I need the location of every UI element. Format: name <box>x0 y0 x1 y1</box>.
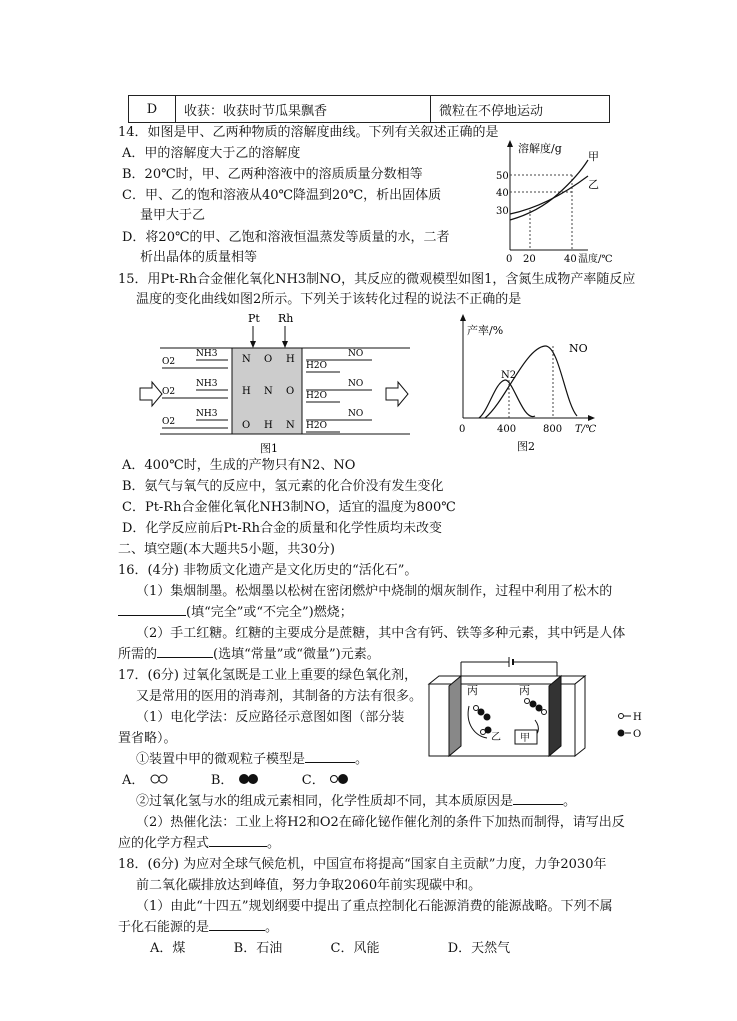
q18-part1: （1）由此“十四五”规划纲要中提出了重点控制化石能源消费的能源战略。下列不属 <box>136 899 613 914</box>
n2-label: N2 <box>501 370 517 381</box>
y-axis-label: 溶解度/g <box>518 142 562 155</box>
molecule-atom <box>474 706 479 711</box>
q17-part2: （2）热催化法：工业上将H2和O2在碲化铋作催化剂的条件下加热而制得，请写出反 <box>136 815 625 830</box>
legend-h-label: H <box>633 712 642 723</box>
model-a-icon <box>149 773 169 785</box>
atom-label: H <box>264 420 273 431</box>
series-jia-label: 甲 <box>588 150 599 163</box>
q18-options <box>150 939 510 959</box>
q14-option-a: A．甲的溶解度大于乙的溶解度 <box>122 146 301 161</box>
q15-stem-2: 温度的变化曲线如图2所示。下列关于该转化过程的说法不正确的是 <box>136 292 522 307</box>
q17-option-c: C． <box>301 773 325 788</box>
no-label: NO <box>569 342 588 355</box>
q15-option-a: A．400℃时，生成的产物只有N2、NO <box>122 458 356 473</box>
x-axis-label: 温度/℃ <box>578 254 613 265</box>
section-heading: 二、填空题(本大题共5小题，共30分) <box>118 542 335 557</box>
q14-stem: 14．如图是甲、乙两种物质的溶解度曲线。下列有关叙述正确的是 <box>118 125 499 140</box>
q15-option-b: B．氨气与氧气的反应中，氢元素的化合价没有发生变化 <box>122 479 444 494</box>
molecule-atom <box>542 710 547 715</box>
no-label: NO <box>348 379 364 389</box>
rh-label: Rh <box>278 312 294 325</box>
q15-stem-1-text: 15．用Pt-Rh合金催化氧化NH3制NO，其反应的微观模型如图1，含氮生成物产率随反应 <box>118 272 636 287</box>
tank-side <box>575 676 585 756</box>
q18-stem-1: 18．(6分) 为应对全球气候危机，中国宣布将提高“国家自主贡献”力度，力争2030年 <box>118 857 607 872</box>
atom-label: N <box>264 386 273 397</box>
rh-arrow-head <box>282 341 288 348</box>
q16-part1-cont <box>118 603 353 623</box>
h2o-label: H2O <box>306 361 327 371</box>
legend-o-label: O <box>633 729 642 740</box>
x-tick-400: 400 <box>497 424 517 435</box>
answer-blank[interactable] <box>305 762 355 763</box>
q17-part2-cont: 应的化学方程式 。 <box>118 836 281 851</box>
curve-yi <box>510 176 588 214</box>
table-cell-content: 收获：收获时节瓜果飘香 <box>176 96 431 123</box>
q16-part2-cont <box>118 645 380 665</box>
q16-part2-text-b: (选填“常量”或“微量”)元素。 <box>213 647 380 662</box>
figure-1-caption: 图1 <box>260 442 278 455</box>
q14-option-d-cont: 析出晶体的质量相等 <box>140 250 258 265</box>
q17-option-b: B． <box>210 773 234 788</box>
nh3-label: NH3 <box>196 379 218 389</box>
model-c-icon <box>329 773 351 785</box>
bing-label-right: 丙 <box>519 684 530 697</box>
o2-label: O2 <box>162 387 176 397</box>
answer-blank[interactable] <box>513 804 563 805</box>
q14-option-c: C．甲、乙的饱和溶液从40℃降温到20℃，析出固体质 <box>122 188 442 203</box>
yi-label: 乙 <box>491 732 501 743</box>
right-electrode <box>549 676 561 756</box>
answer-blank[interactable] <box>209 930 265 931</box>
q17-part2-text: 应的化学方程式 <box>118 836 210 851</box>
q18-option-d: D．天然气 <box>447 941 511 956</box>
molecule-atom <box>525 699 530 704</box>
q18-option-a: A．煤 <box>150 941 186 956</box>
q16-part1-text: (填“完全”或“不完全”)燃烧； <box>186 605 353 620</box>
outlet-arrow <box>386 382 408 406</box>
atom-label: N <box>286 420 295 431</box>
legend-h-icon <box>619 714 624 719</box>
jia-label: 甲 <box>520 733 530 744</box>
x-tick-0: 0 <box>506 254 513 265</box>
table-row <box>129 96 610 123</box>
nh3-label: NH3 <box>196 349 218 359</box>
q16-part2: （2）手工红糖。红糖的主要成分是蔗糖，其中含有钙、铁等多种元素，其中钙是人体 <box>136 626 626 641</box>
x-tick-800: 800 <box>543 424 563 435</box>
atom-label: H <box>286 354 295 365</box>
q17-q2: ②过氧化氢与水的组成元素相同，化学性质却不同，其本质原因是 。 <box>136 794 577 809</box>
no-label: NO <box>348 349 364 359</box>
table-cell-reason: 微粒在不停地运动 <box>431 96 610 123</box>
q17-option-a: A． <box>122 773 145 788</box>
q15-option-d: D．化学反应前后Pt-Rh合金的质量和化学性质均未改变 <box>122 521 442 536</box>
q14-option-c-cont: 量甲大于乙 <box>140 208 206 223</box>
y-tick-50: 50 <box>496 171 509 182</box>
q17-q1-text: ①装置中甲的微观粒子模型是 <box>136 752 306 767</box>
curve-n2 <box>479 380 535 418</box>
x-tick-40: 40 <box>564 254 577 265</box>
curve-no <box>485 346 577 418</box>
q18-part1-text: 于化石能源的是 <box>118 920 210 935</box>
solubility-chart <box>478 138 613 266</box>
nh3-label: NH3 <box>196 409 218 419</box>
electrolysis-apparatus <box>425 654 685 764</box>
figure-2-caption: 图2 <box>517 440 535 453</box>
answer-blank[interactable] <box>157 657 213 658</box>
q18-part1-cont: 于化石能源的是 。 <box>118 920 279 935</box>
answer-blank[interactable] <box>118 615 186 616</box>
y-axis-label: 产率/% <box>467 324 504 337</box>
atom-label: N <box>242 354 251 365</box>
y-axis-arrow <box>460 314 466 321</box>
molecule-atom <box>484 714 491 721</box>
inlet-arrow <box>140 382 162 406</box>
x-tick-0: 0 <box>459 424 466 435</box>
y-tick-40: 40 <box>496 188 509 199</box>
q16-part1: （1）集烟制墨。松烟墨以松树在密闭燃炉中烧制的烟灰制作，过程中利用了松木的 <box>136 584 613 599</box>
atom-label: H <box>242 386 251 397</box>
x-tick-20: 20 <box>523 254 536 265</box>
pt-arrow-head <box>250 341 256 348</box>
q15-stem-1 <box>118 270 635 290</box>
x-axis-label: T/℃ <box>575 424 597 435</box>
q17-options <box>122 771 351 791</box>
pt-label: Pt <box>248 312 260 325</box>
q18-stem-2: 前二氧化碳排放达到峰值，努力争取2060年前实现碳中和。 <box>136 878 482 893</box>
q16-part2-text-a: 所需的 <box>118 647 158 662</box>
table-cell-letter: D <box>129 96 176 123</box>
model-b-icon <box>238 773 260 785</box>
h2o-label: H2O <box>306 391 327 401</box>
h2o-label: H2O <box>306 421 327 431</box>
q17-q2-text: ②过氧化氢与水的组成元素相同，化学性质却不同，其本质原因是 <box>136 794 514 809</box>
q17-part1: （1）电化学法：反应路径示意图如图（部分装 <box>136 710 405 725</box>
o2-label: O2 <box>162 417 176 427</box>
q17-q1: ①装置中甲的微观粒子模型是 。 <box>136 752 369 767</box>
left-electrode <box>449 676 461 756</box>
figure-2-yield-chart <box>455 312 615 460</box>
atom-label: O <box>264 354 273 365</box>
q17-stem-1: 17．(6分) 过氧化氢既是工业上重要的绿色氧化剂， <box>118 668 418 683</box>
answer-table <box>128 95 610 123</box>
y-axis-arrow <box>507 140 513 147</box>
o2-label: O2 <box>162 357 176 367</box>
no-label: NO <box>348 409 364 419</box>
atom-label: O <box>286 386 295 397</box>
q16-stem: 16．(4分) 非物质文化遗产是文化历史的“活化石”。 <box>118 563 418 578</box>
q14-option-b: B．20℃时，甲、乙两种溶液中的溶质质量分数相等 <box>122 167 423 182</box>
molecule-atom <box>530 701 537 708</box>
x-axis-arrow <box>588 415 595 421</box>
q15-option-c: C．Pt-Rh合金催化氧化NH3制NO，适宜的温度为800℃ <box>122 500 456 515</box>
q17-part1-cont: 置省略）。 <box>118 731 177 746</box>
q18-option-c: C．风能 <box>330 941 380 956</box>
answer-blank[interactable] <box>209 846 267 847</box>
figure-1-reaction-model <box>140 310 430 460</box>
q17-stem-2: 又是常用的医用的消毒剂，其制备的方法有很多。 <box>136 689 423 704</box>
q18-option-b: B．石油 <box>233 941 283 956</box>
legend-o-icon <box>618 730 625 737</box>
y-tick-30: 30 <box>496 206 509 217</box>
series-yi-label: 乙 <box>588 178 599 191</box>
bing-label-left: 丙 <box>467 684 478 697</box>
q14-option-d: D．将20℃的甲、乙饱和溶液恒温蒸发等质量的水，二者 <box>122 230 450 245</box>
atom-label: O <box>242 420 251 431</box>
